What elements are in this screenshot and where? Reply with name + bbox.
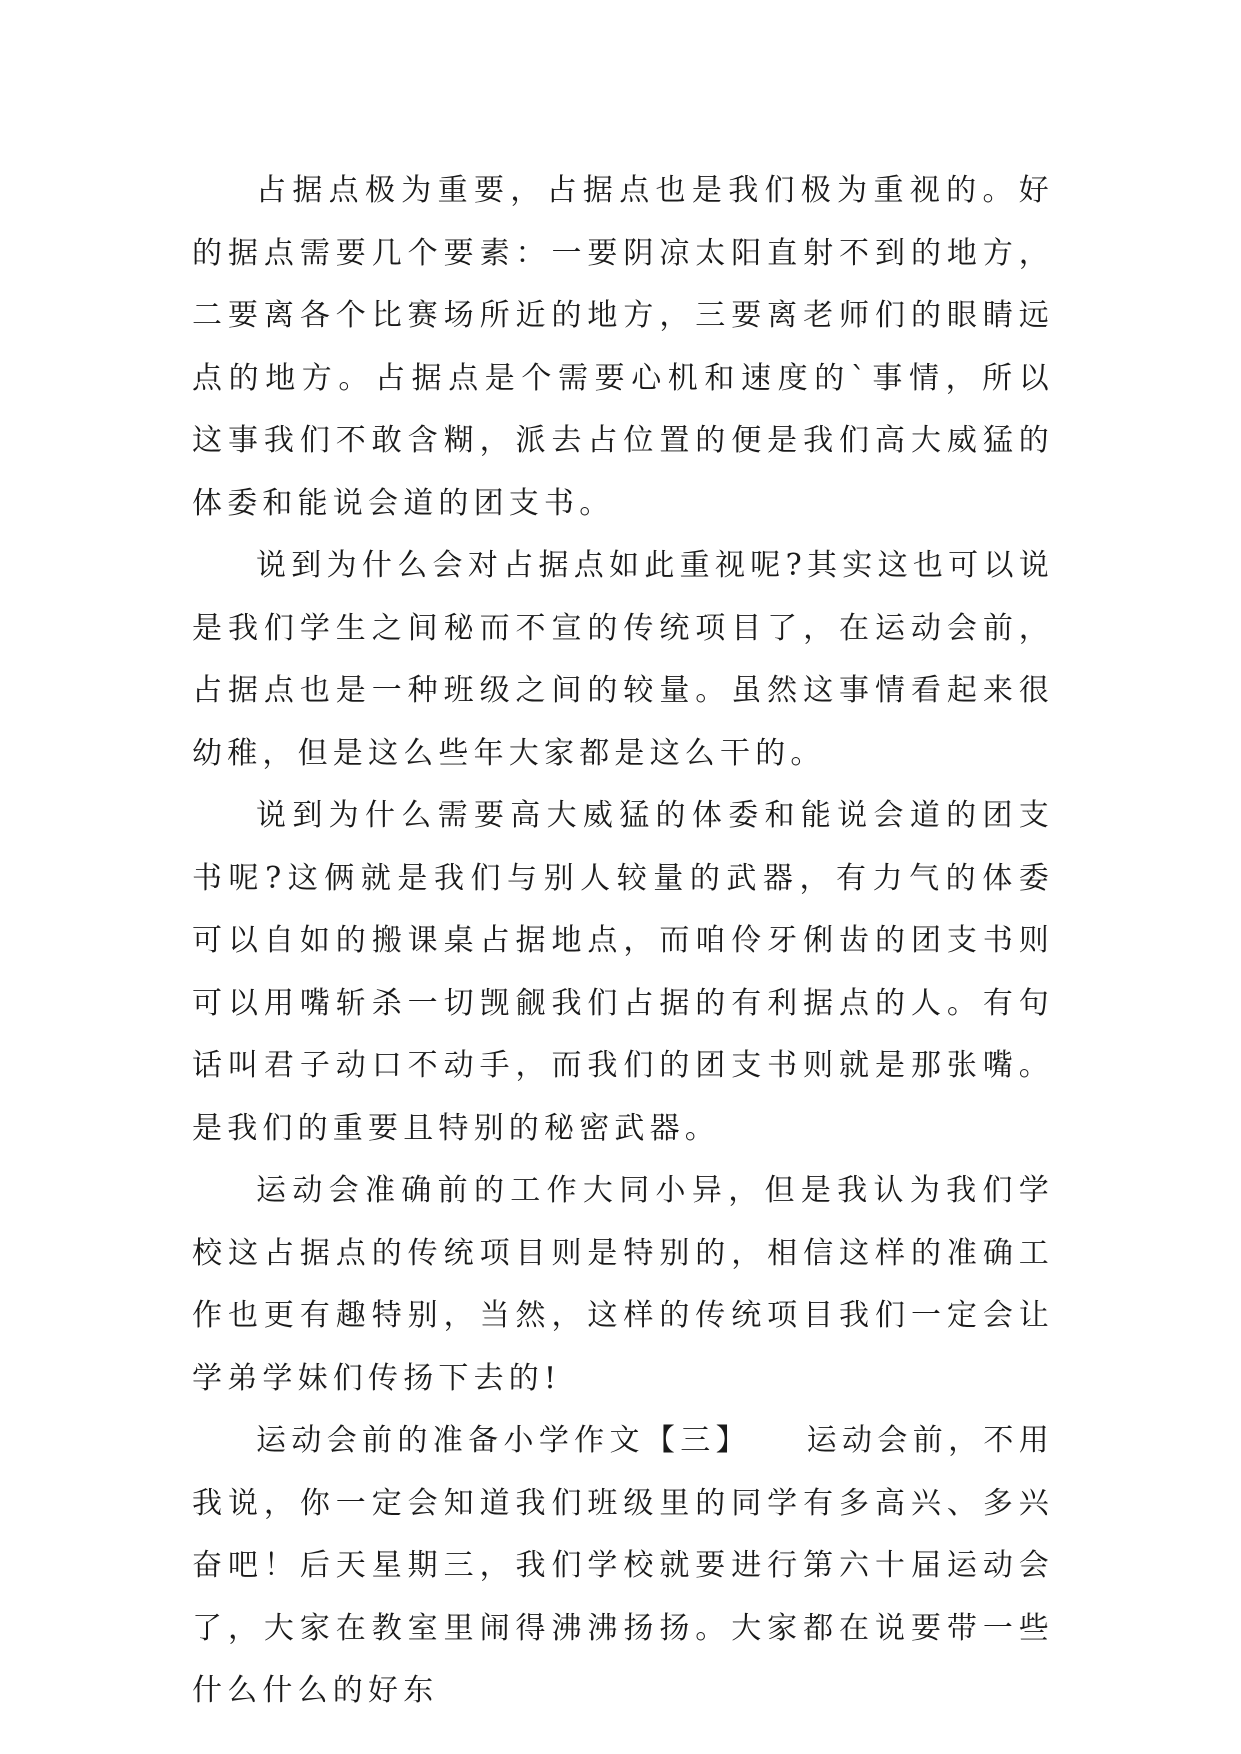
- document-body: [192, 160, 1054, 1723]
- paragraph-5: 运动会前的准备小学作文【三】 运动会前，不用我说，你一定会知道我们班级里的同学有多高兴、多兴奋吧！后天星期三，我们学校就要进行第六十届运动会了，大家在教室里闹得沸沸扬扬。大家都在说要带一些什么什么的好东: [192, 1423, 1054, 1708]
- paragraph-4: 运动会准确前的工作大同小异，但是我认为我们学校这占据点的传统项目则是特别的，相信这样的准确工作也更有趣特别，当然，这样的传统项目我们一定会让学弟学妹们传扬下去的!: [192, 1173, 1054, 1396]
- paragraph-2: 说到为什么会对占据点如此重视呢?其实这也可以说是我们学生之间秘而不宣的传统项目了，在运动会前，占据点也是一种班级之间的较量。虽然这事情看起来很幼稚，但是这么些年大家都是这么干的。: [192, 548, 1054, 771]
- paragraph-3: 说到为什么需要高大威猛的体委和能说会道的团支书呢?这俩就是我们与别人较量的武器，有力气的体委可以自如的搬课桌占据地点，而咱伶牙俐齿的团支书则可以用嘴斩杀一切觊觎我们占据的有利据点的人。有句话叫君子动口不动手，而我们的团支书则就是那张嘴。是我们的重要且特别的秘密武器。: [192, 798, 1054, 1146]
- paragraph-1: 占据点极为重要，占据点也是我们极为重视的。好的据点需要几个要素：一要阴凉太阳直射不到的地方，二要离各个比赛场所近的地方，三要离老师们的眼睛远点的地方。占据点是个需要心机和速度的`事情，所以这事我们不敢含糊，派去占位置的便是我们高大威猛的体委和能说会道的团支书。: [192, 173, 1054, 521]
